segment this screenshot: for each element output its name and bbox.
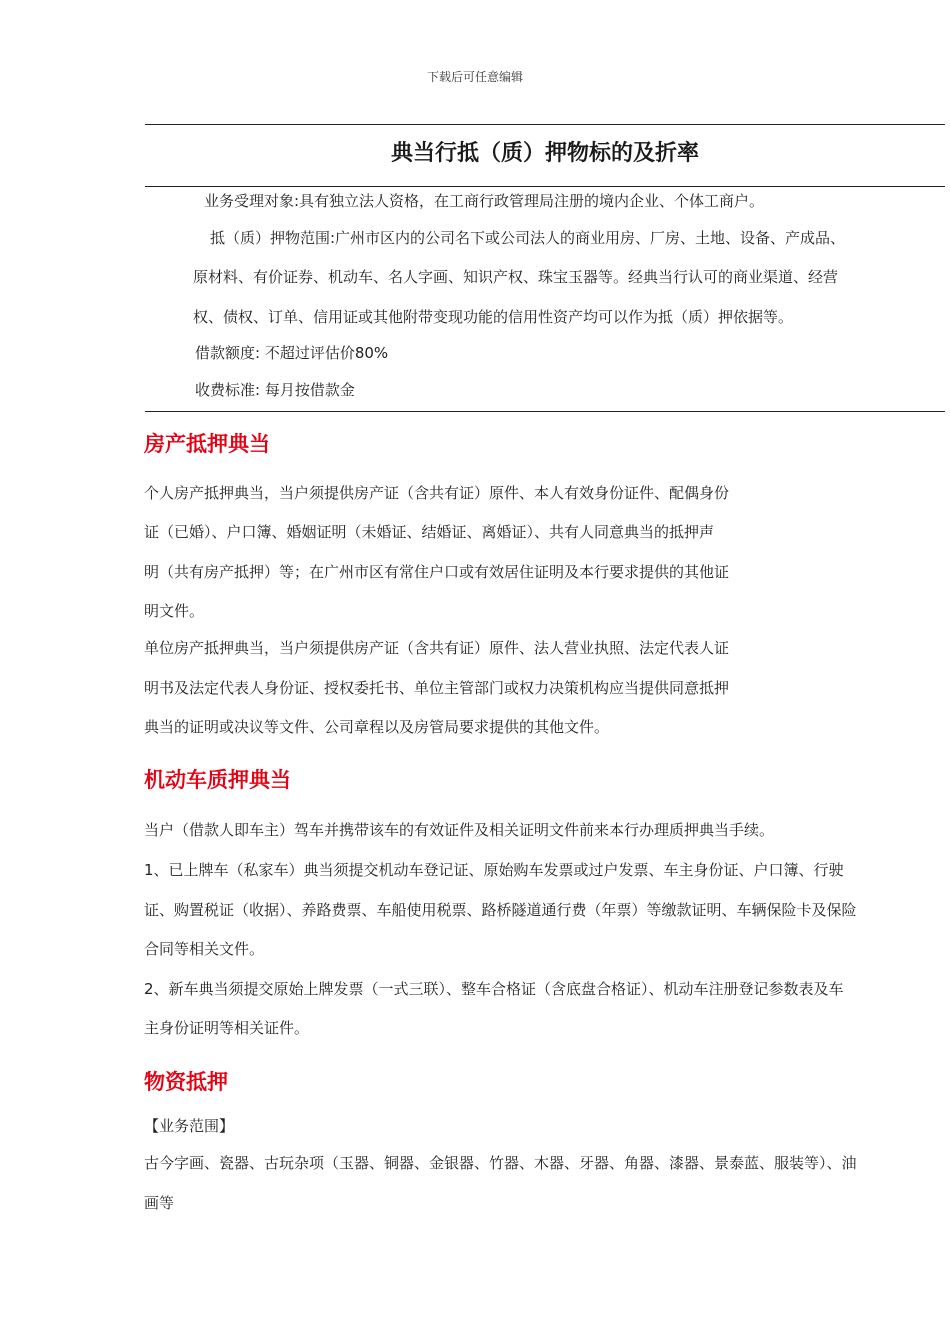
vehicle-line: 合同等相关文件。 (144, 940, 265, 958)
intro-line-4: 权、债权、订单、信用证或其他附带变现功能的信用性资产均可以作为抵（质）押依据等。 (193, 308, 794, 326)
property-line: 明书及法定代表人身份证、授权委托书、单位主管部门或权力决策机构应当提供同意抵押 (144, 679, 730, 697)
intro-line-1: 业务受理对象:具有独立法人资格，在工商行政管理局注册的境内企业、个体工商户。 (204, 192, 765, 210)
section-heading-goods: 物资抵押 (144, 1070, 228, 1094)
property-line: 明（共有房产抵押）等；在广州市区有常住户口或有效居住证明及本行要求提供的其他证 (144, 563, 730, 581)
property-line: 单位房产抵押典当，当户须提供房产证（含共有证）原件、法人营业执照、法定代表人证 (144, 639, 730, 657)
property-line: 明文件。 (144, 602, 205, 620)
property-line: 证（已婚）、户口簿、婚姻证明（未婚证、结婚证、离婚证）、共有人同意典当的抵押声 (144, 523, 715, 541)
section-heading-vehicle: 机动车质押典当 (144, 768, 291, 792)
intro-line-5: 借款额度: 不超过评估价80% (195, 344, 389, 362)
property-line: 典当的证明或决议等文件、公司章程以及房管局要求提供的其他文件。 (144, 718, 610, 736)
title-bottom-rule (145, 186, 945, 187)
vehicle-line: 1、已上牌车（私家车）典当须提交机动车登记证、原始购车发票或过户发票、车主身份证、户口簿、行驶 (144, 861, 844, 879)
goods-line: 古今字画、瓷器、古玩杂项（玉器、铜器、金银器、竹器、木器、牙器、角器、漆器、景泰蓝、服装等）、油 (144, 1154, 857, 1172)
vehicle-line: 当户（借款人即车主）驾车并携带该车的有效证件及相关证明文件前来本行办理质押典当手续。 (144, 821, 775, 839)
goods-line: 【业务范围】 (144, 1117, 235, 1135)
intro-line-3: 原材料、有价证券、机动车、名人字画、知识产权、珠宝玉器等。经典当行认可的商业渠道、经营 (193, 268, 839, 286)
section-heading-property: 房产抵押典当 (144, 432, 270, 456)
intro-bottom-rule (145, 411, 945, 412)
property-line: 个人房产抵押典当，当户须提供房产证（含共有证）原件、本人有效身份证件、配偶身份 (144, 484, 730, 502)
document-title: 典当行抵（质）押物标的及折率 (390, 141, 699, 166)
vehicle-line: 证、购置税证（收据）、养路费票、车船使用税票、路桥隧道通行费（年票）等缴款证明、车辆保险卡及保险 (144, 901, 857, 919)
title-top-rule (145, 124, 945, 125)
header-note: 下载后可任意编辑 (426, 70, 523, 84)
goods-line: 画等 (144, 1194, 175, 1212)
intro-line-6: 收费标准: 每月按借款金 (195, 381, 355, 399)
intro-line-2: 抵（质）押物范围:广州市区内的公司名下或公司法人的商业用房、厂房、土地、设备、产成品、 (210, 229, 846, 247)
vehicle-line: 主身份证明等相关证件。 (144, 1019, 310, 1037)
vehicle-line: 2、新车典当须提交原始上牌发票（一式三联）、整车合格证（含底盘合格证）、机动车注册登记参数表及车 (144, 980, 844, 998)
